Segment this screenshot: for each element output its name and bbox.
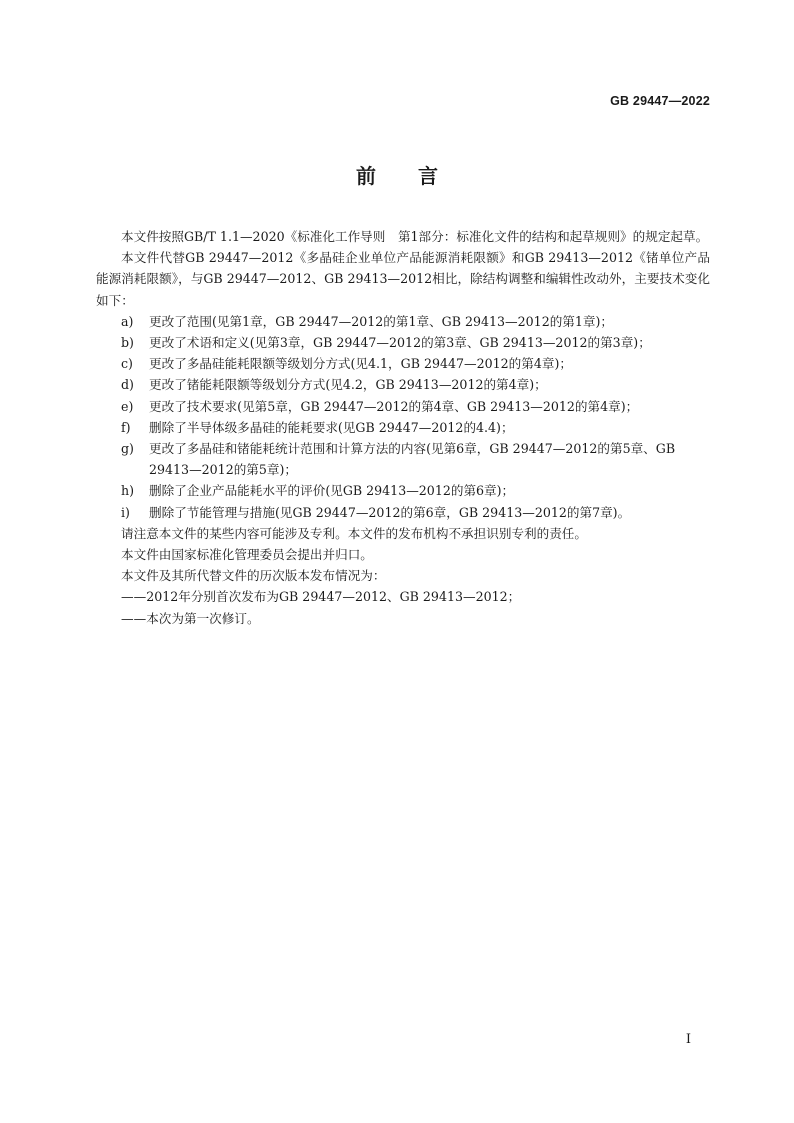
list-item-text: 更改了多晶硅能耗限额等级划分方式(见4.1，GB 29447—2012的第4章)； [149, 356, 572, 372]
list-marker: d) [121, 377, 134, 393]
list-item [96, 332, 710, 353]
list-marker: c) [121, 356, 133, 372]
page-number: I [685, 1032, 691, 1047]
list-item-text: 更改了技术要求(见第5章，GB 29447—2012的第4章、GB 29413—2012的第4章)； [149, 398, 639, 414]
list-marker: e) [121, 398, 134, 414]
list-item [96, 502, 710, 523]
list-item [96, 438, 710, 480]
history-entry: ——2012年分别首次发布为GB 29447—2012、GB 29413—2012； [121, 589, 521, 605]
list-item [96, 480, 710, 501]
patent-notice: 请注意本文件的某些内容可能涉及专利。本文件的发布机构不承担识别专利的责任。 [121, 525, 587, 541]
list-item-text: 更改了范围(见第1章，GB 29447—2012的第1章、GB 29413—2012的第1章)； [149, 313, 614, 329]
list-item-text: 删除了节能管理与措施(见GB 29447—2012的第6章，GB 29413—2012的第7章)。 [149, 504, 631, 520]
drafting-rule-paragraph: 本文件按照GB/T 1.1—2020《标准化工作导则 第1部分：标准化文件的结构和起草规则》的规定起草。 [121, 229, 709, 244]
replacement-paragraph: 本文件代替GB 29447—2012《多晶硅企业单位产品能源消耗限额》和GB 29413—2012《锗单位产品能源消耗限额》，与GB 29447—2012、GB 29413—2012相比，除结构调整和编辑性改动外，主要技术变化如下： [96, 250, 710, 308]
history-intro: 本文件及其所代替文件的历次版本发布情况为： [121, 568, 386, 584]
list-item [96, 311, 710, 332]
list-marker: a) [121, 313, 134, 329]
standard-code: GB 29447—2022 [610, 94, 710, 108]
list-item [96, 374, 710, 395]
proposer-statement: 本文件由国家标准化管理委员会提出并归口。 [121, 547, 373, 563]
history-entry: ——本次为第一次修订。 [121, 610, 260, 626]
list-item-text: 更改了术语和定义(见第3章，GB 29447—2012的第3章、GB 29413—2012的第3章)； [149, 335, 651, 351]
list-item-text: 删除了半导体级多晶硅的能耗要求(见GB 29447—2012的4.4)； [149, 419, 514, 435]
list-item-text: 删除了企业产品能耗水平的评价(见GB 29413—2012的第6章)； [149, 483, 515, 499]
list-marker: g) [121, 441, 134, 457]
foreword-body [96, 226, 710, 629]
list-item [96, 417, 710, 438]
list-marker: h) [121, 483, 135, 499]
list-marker: f) [121, 419, 131, 435]
list-item-text: 更改了锗能耗限额等级划分方式(见4.2，GB 29413—2012的第4章)； [149, 377, 547, 393]
list-marker: b) [121, 335, 134, 351]
list-marker: i) [121, 504, 130, 520]
list-item-text: 更改了多晶硅和锗能耗统计范围和计算方法的内容(见第6章，GB 29447—2012的第5章、GB 29413—2012的第5章)； [149, 441, 676, 478]
page-title: 前言 [356, 164, 480, 188]
list-item [96, 353, 710, 374]
list-item [96, 396, 710, 417]
technical-changes-list [96, 311, 710, 523]
